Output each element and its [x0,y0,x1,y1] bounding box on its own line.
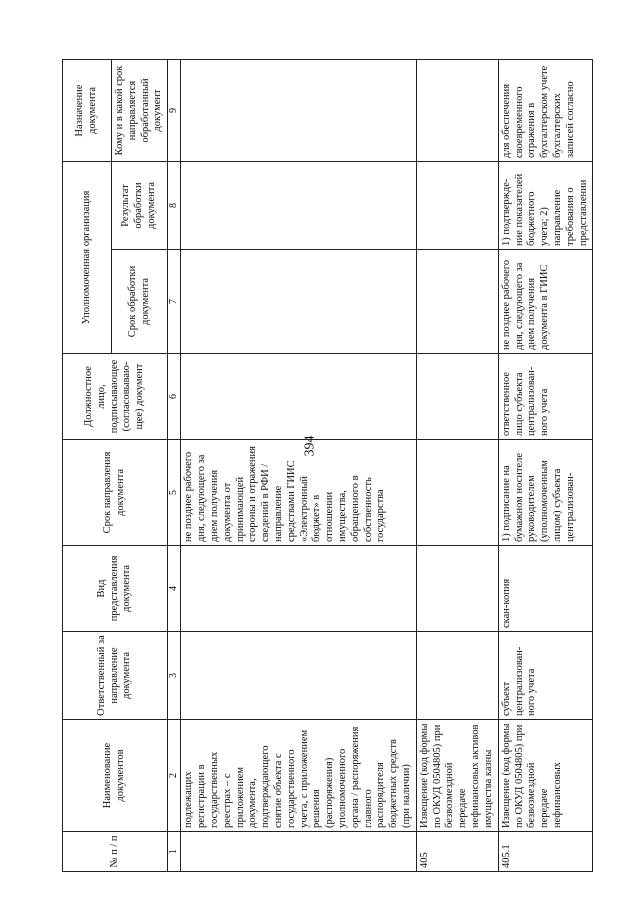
header-name: Наименование документов [63,720,168,832]
header-processing-term: Срок обработки документа [112,250,168,354]
row-type [416,546,498,632]
header-num: № п / п [63,832,168,872]
row-name: Извещение (код формы по ОКУД 0504805) при безвозмездной передаче нефинансовых активов имущества казны [416,720,498,832]
header-purpose-top: Назначение документа [63,60,112,162]
row-processing-term: не позднее рабочего дня, следующего за днем получения документа в ГИИС [498,250,593,354]
row-purpose [416,60,498,162]
row-name: подлежащих регистрации в государственных реестрах – с приложением документа, подтверждающего снятие объекта с государственного учета, с приложением решения (распоряжения) уполномоченного органа / распоряжения главного распорядителя бюджетных средств (при наличии) [181,720,416,832]
row-result [181,162,416,250]
row-responsible [416,632,498,720]
row-type [181,546,416,632]
row-responsible: субъект централизован-ного учета [498,632,593,720]
row-number: 405 [416,832,498,872]
column-number: 6 [168,354,181,440]
column-number: 3 [168,632,181,720]
table-row [498,60,593,872]
table-row [181,60,416,872]
column-number: 5 [168,440,181,546]
row-deadline: не позднее рабочего дня, следующего за днем получения документа от принимающей стороны и отражения сведений в РФИ / направление средствами ГИИС «Электронный бюджет» в отношении имущества, обращенного в собственность государства [181,440,416,546]
column-number: 9 [168,60,181,162]
column-number-row [168,60,181,872]
header-row-top [63,60,112,872]
rotated-table-container [62,60,589,872]
row-signer: ответственное лицо субъекта централизован-ного учета [498,354,593,440]
row-result [416,162,498,250]
row-signer [181,354,416,440]
row-purpose: для обеспечения своевременного отражения в бухгалтерском учете бухгалтерских записей согласно [498,60,593,162]
column-number: 1 [168,832,181,872]
header-deadline: Срок направления документа [63,440,168,546]
header-responsible: Ответственный за направление документа [63,632,168,720]
row-deadline [416,440,498,546]
column-number: 4 [168,546,181,632]
column-number: 8 [168,162,181,250]
header-purpose: Кому и в какой срок направляется обработанный документ [112,60,168,162]
row-purpose [181,60,416,162]
row-result: 1) подтвержде-ние показателей бюджетного учета; 2) направление требования о представлении [498,162,593,250]
header-signer: Должностное лицо, подписывающее (согласовываю-щее) документ [63,354,168,440]
row-number: 405.1 [498,832,593,872]
header-result: Результат обработки документа [112,162,168,250]
column-number: 7 [168,250,181,354]
row-processing-term [416,250,498,354]
row-processing-term [181,250,416,354]
row-deadline: 1) подписание на бумажном носителе руководителем (уполномоченным лицом) субъекта централизован- [498,440,593,546]
header-type: Вид представления документа [63,546,168,632]
row-signer [416,354,498,440]
header-authorized-org: Уполномоченная организация [63,162,112,354]
column-number: 2 [168,720,181,832]
table-row [416,60,498,872]
row-responsible [181,632,416,720]
row-type: скан-копия [498,546,593,632]
documents-table [62,59,593,872]
row-name: Извещение (код формы по ОКУД 0504805) при безвозмездной передаче нефинансовых [498,720,593,832]
row-number [181,832,416,872]
page-number: 394 [302,435,318,457]
